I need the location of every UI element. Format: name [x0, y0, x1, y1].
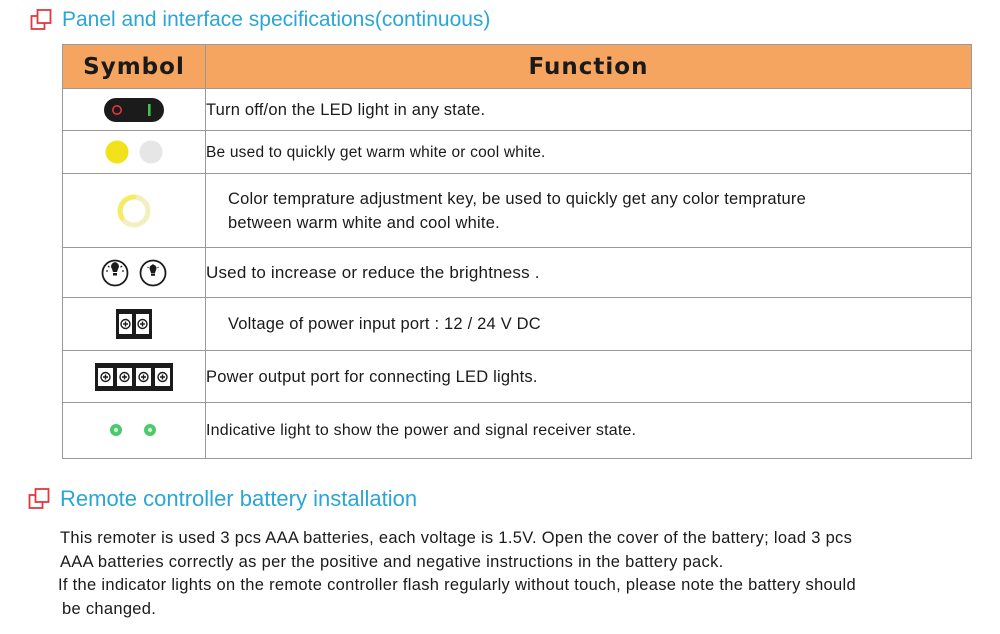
- function-line: between warm white and cool white.: [228, 213, 500, 232]
- symbol-cell: [63, 403, 206, 459]
- instruction-line: If the indicator lights on the remote controller flash regularly without touch, please note the battery should: [58, 576, 856, 594]
- symbol-column-header: Symbol: [63, 45, 206, 89]
- panel-specs-title: Panel and interface specifications(continuous): [62, 8, 491, 31]
- indicator-lights-icon: [107, 422, 161, 438]
- function-line: Color temprature adjustment key, be used to quickly get any color temprature: [228, 189, 807, 208]
- table-row: [63, 174, 972, 248]
- instruction-line: This remoter is used 3 pcs AAA batteries, each voltage is 1.5V. Open the cover of the battery; load 3 pcs: [60, 529, 853, 547]
- function-cell: Used to increase or reduce the brightness .: [206, 248, 972, 298]
- symbol-cell: [63, 131, 206, 174]
- battery-instructions: [60, 527, 980, 621]
- function-cell: Power output port for connecting LED lights.: [206, 351, 972, 403]
- copy-squares-icon: [28, 487, 52, 511]
- copy-squares-icon: [30, 8, 54, 32]
- table-row: [63, 89, 972, 131]
- symbol-cell: [63, 89, 206, 131]
- table-row: [63, 248, 972, 298]
- function-column-header: Function: [206, 45, 972, 89]
- function-cell: [206, 131, 972, 174]
- symbol-cell: [63, 248, 206, 298]
- battery-installation-title: Remote controller battery installation: [60, 486, 418, 511]
- table-row: [63, 131, 972, 174]
- color-temperature-ring-icon: [114, 191, 154, 231]
- symbol-cell: [63, 174, 206, 248]
- function-text: Be used to quickly get warm white or cool white.: [206, 143, 546, 161]
- table-row: [63, 298, 972, 351]
- spec-table: [62, 44, 972, 459]
- table-row: [63, 403, 972, 459]
- four-pin-terminal-icon: [94, 362, 174, 392]
- table-row: [63, 351, 972, 403]
- symbol-cell: [63, 298, 206, 351]
- brightness-up-down-icon: [101, 258, 167, 288]
- warm-cool-white-buttons-icon: [103, 138, 165, 166]
- section-heading-battery-installation: [28, 486, 417, 512]
- section-heading-panel-specs: [30, 8, 490, 32]
- function-cell: Voltage of power input port : 12 / 24 V DC: [206, 298, 972, 351]
- instruction-line: AAA batteries correctly as per the positive and negative instructions in the battery pack.: [60, 552, 724, 571]
- symbol-cell: [63, 351, 206, 403]
- power-switch-icon: [103, 97, 165, 123]
- instruction-line: be changed.: [62, 599, 157, 618]
- table-header-row: [63, 45, 972, 89]
- function-cell: [206, 174, 972, 248]
- function-cell: Turn off/on the LED light in any state.: [206, 89, 972, 131]
- function-cell: Indicative light to show the power and signal receiver state.: [206, 403, 972, 459]
- two-pin-terminal-icon: [115, 308, 153, 340]
